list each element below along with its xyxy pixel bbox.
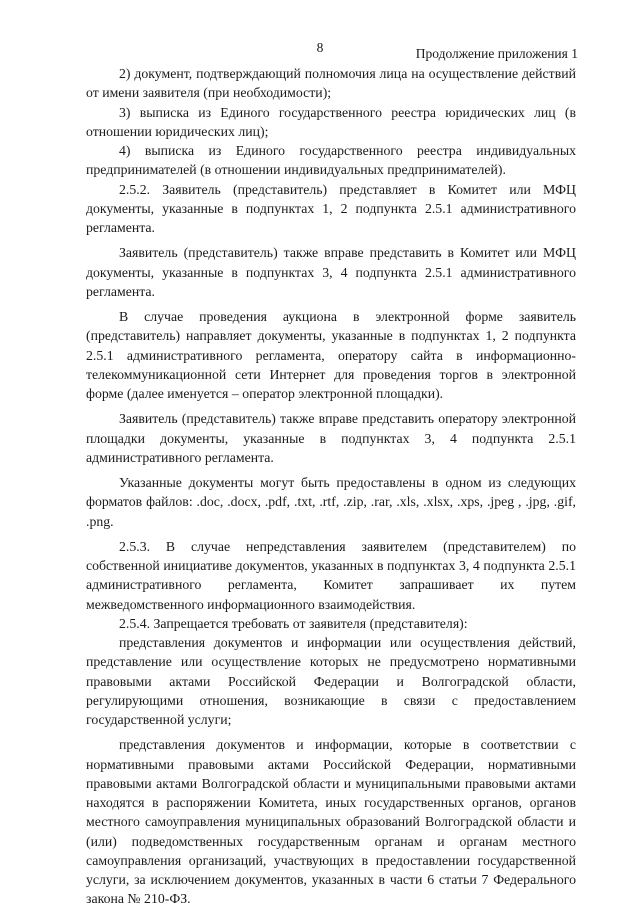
- paragraph-applicant-right-committee: Заявитель (представитель) также вправе представить в Комитет или МФЦ документы, указанные в подпунктах 3, 4 подпункта 2.5.1 административного регламента.: [86, 245, 576, 299]
- paragraph-2-5-4: 2.5.4. Запрещается требовать от заявителя (представителя):: [119, 615, 468, 631]
- paragraph-applicant-right-operator: Заявитель (представитель) также вправе представить оператору электронной площадки документы, указанные в подпунктах 3, 4 подпункта 2.5.1 административного регламента.: [86, 411, 576, 465]
- paragraph-electronic-auction: В случае проведения аукциона в электронной форме заявитель (представитель) направляет документы, указанные в подпунктах 1, 2 подпункта 2.5.1 административного регламента, оператору сайта в информационно-телекоммуникационной сети Интернет для проведения торгов в электронной форме (далее именуется – оператор электронной площадки).: [86, 309, 576, 401]
- paragraph-2-5-3: 2.5.3. В случае непредставления заявителем (представителем) по собственной инициативе документов, указанных в подпунктах 3, 4 подпункта 2.5.1 административного регламента, Комитет запрашивает их путем межведомственного информационного взаимодействия.: [86, 538, 576, 612]
- paragraph-2-5-2: 2.5.2. Заявитель (представитель) представляет в Комитет или МФЦ документы, указанные в подпунктах 1, 2 подпункта 2.5.1 административного регламента.: [86, 181, 576, 235]
- paragraph-item-4: 4) выписка из Единого государственного реестра индивидуальных предпринимателей (в отношении индивидуальных предпринимателей).: [86, 143, 576, 178]
- appendix-continuation-note: Продолжение приложения 1: [415, 46, 578, 61]
- paragraph-prohibition-actions: представления документов и информации или осуществления действий, представление или осуществление которых не предусмотрено нормативными правовыми актами Российской Федерации и Волгоградской области, регулирующими отношения, возникающие в связи с предоставлением государственной услуги;: [86, 635, 576, 727]
- document-body: [86, 64, 576, 909]
- paragraph-item-2: 2) документ, подтверждающий полномочия лица на осуществление действий от имени заявителя (при необходимости);: [86, 66, 576, 101]
- page-number: 8: [316, 40, 324, 55]
- paragraph-item-3: 3) выписка из Единого государственного реестра юридических лиц (в отношении юридических лиц);: [86, 104, 576, 139]
- paragraph-prohibition-documents: представления документов и информации, которые в соответствии с нормативными правовыми актами Российской Федерации, нормативными правовыми актами Волгоградской области и муниципальными правовыми актами находятся в распоряжении Комитета, иных государственных органов, органов местного самоуправления муниципальных образований Волгоградской области и (или) подведомственных государственным органам и органам местного самоуправления организаций, участвующих в предоставлении государственной услуги, за исключением документов, указанных в части 6 статьи 7 Федерального закона № 210-ФЗ.: [86, 737, 576, 907]
- paragraph-file-formats: Указанные документы могут быть предоставлены в одном из следующих форматов файлов: .doc, .docx, .pdf, .txt, .rtf, .zip, .rar, .xls, .xlsx, .xps, .jpeg , .jpg, .gif, .png.: [86, 475, 576, 529]
